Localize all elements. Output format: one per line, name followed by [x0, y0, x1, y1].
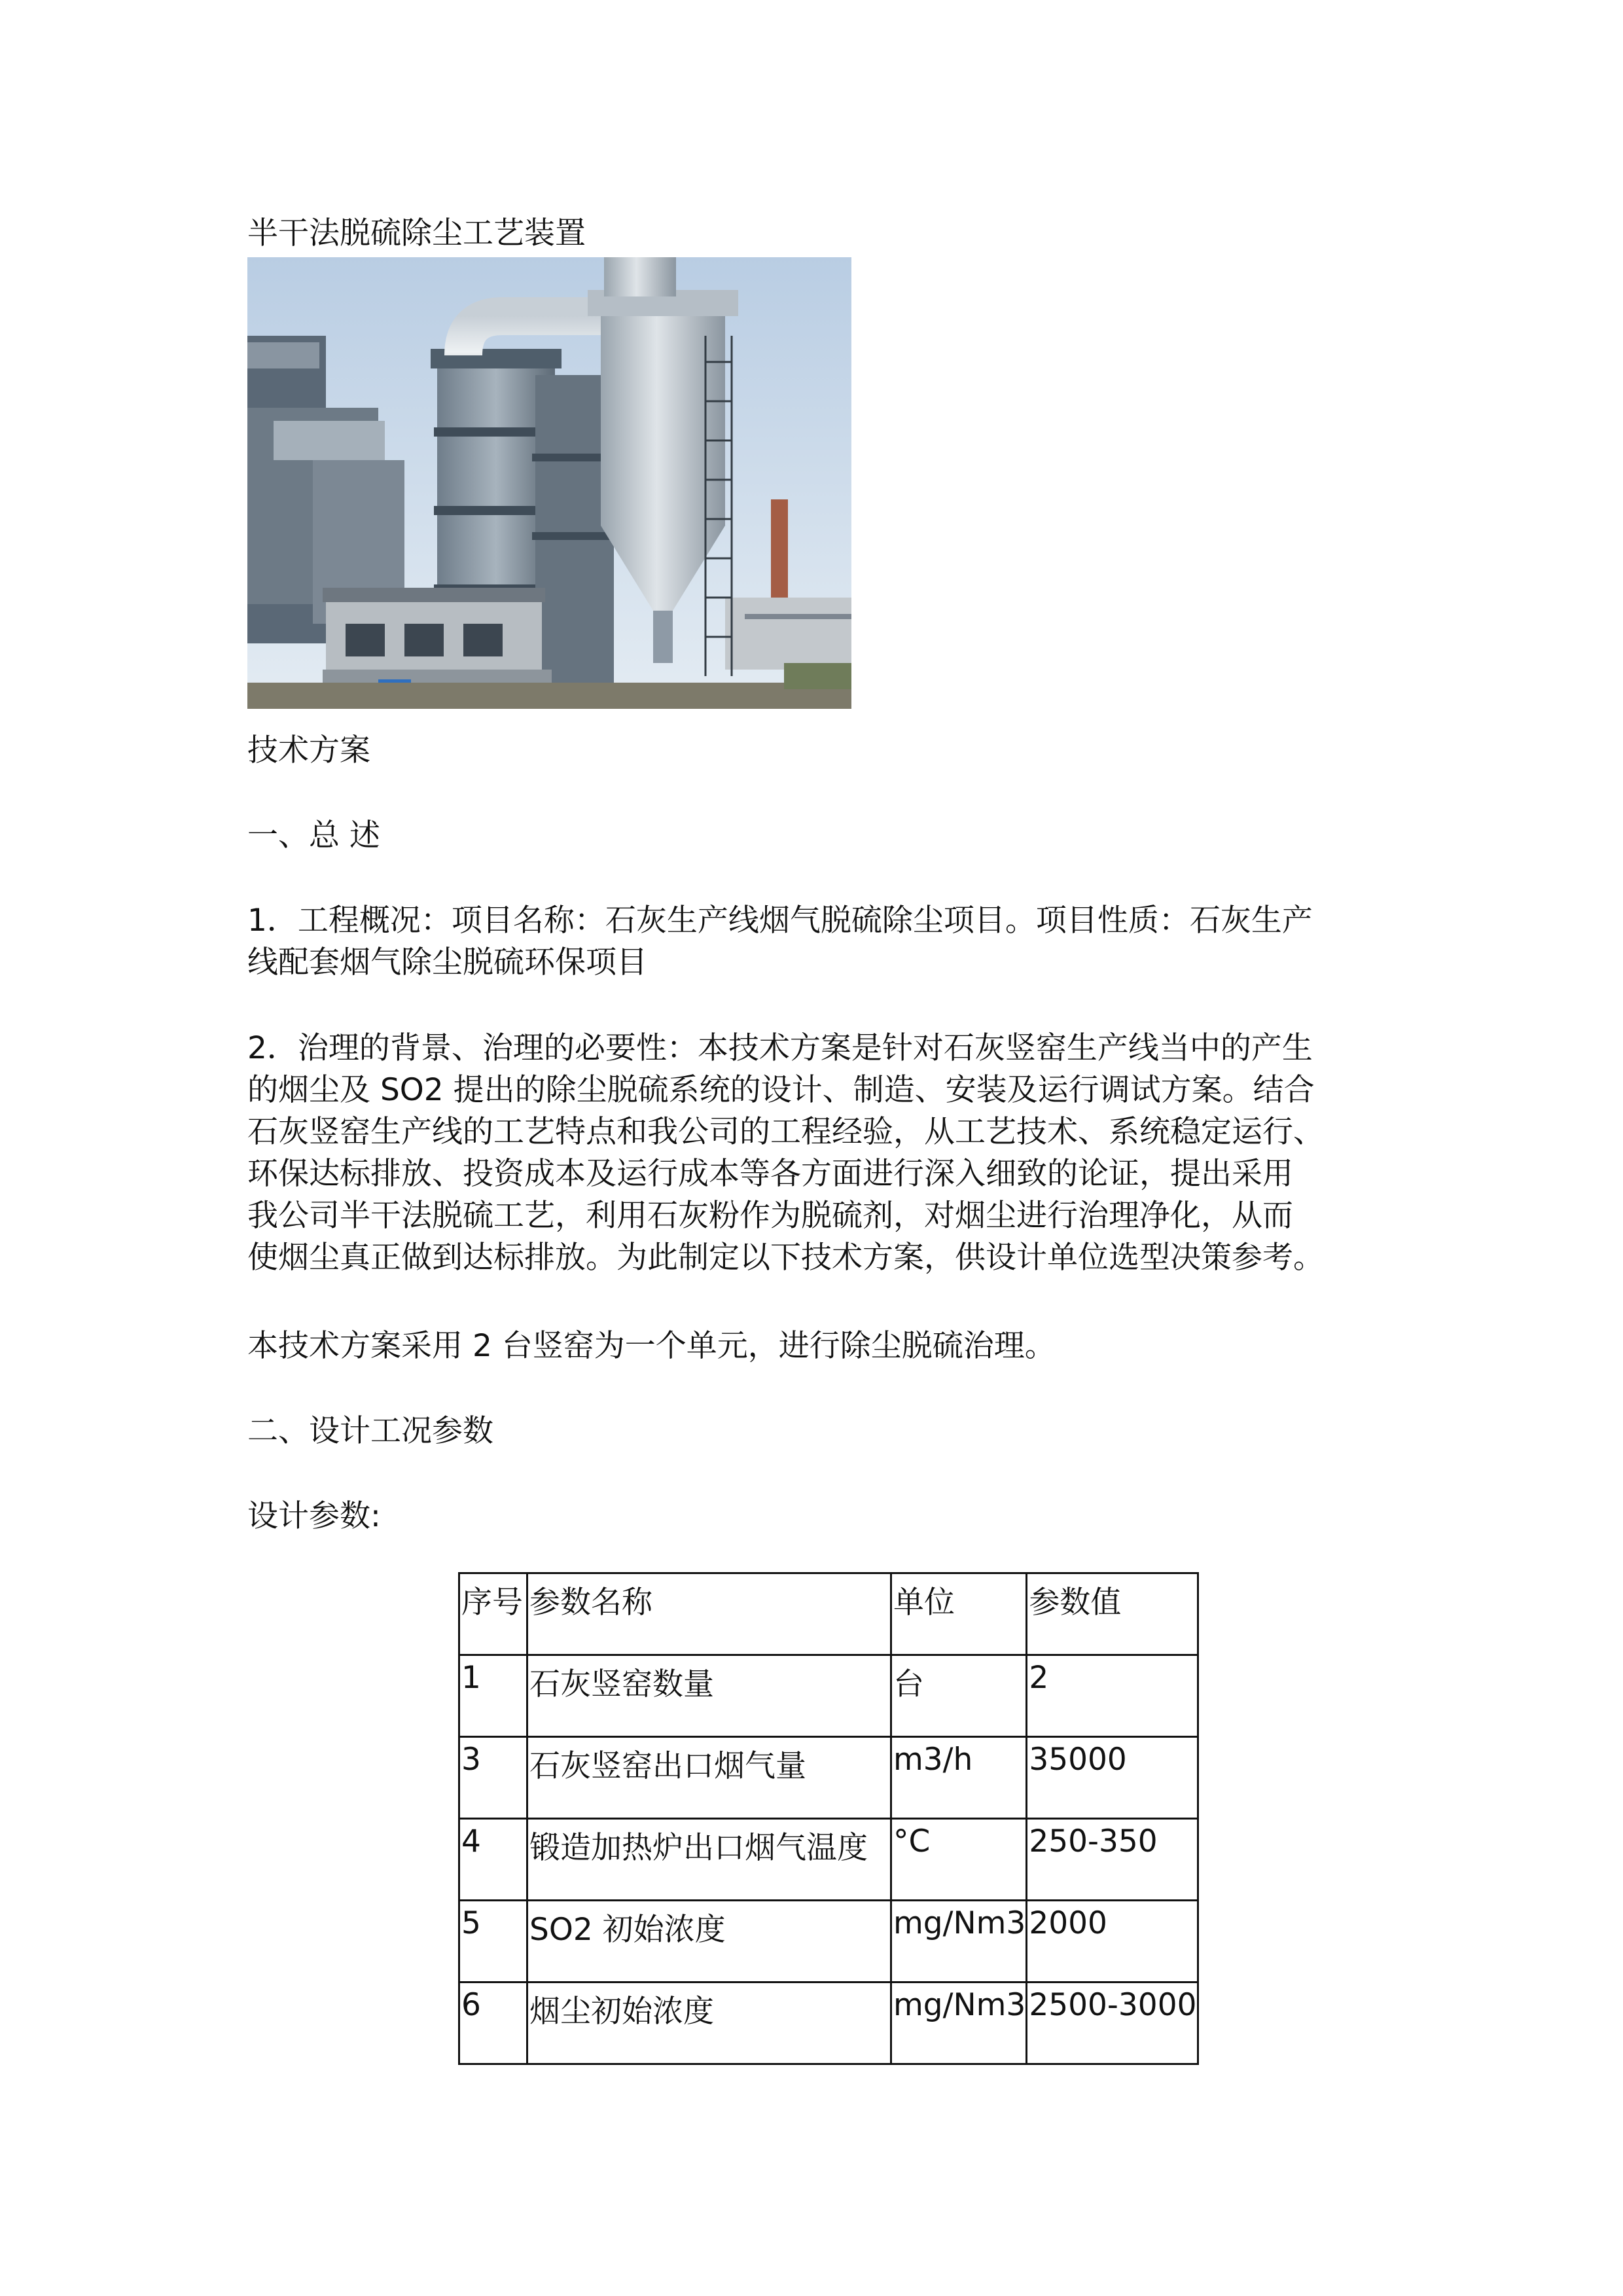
item2-paragraph — [247, 1028, 1399, 1279]
table-cell: 2500-3000 — [1027, 1982, 1198, 2064]
table-cell: 石灰竖窑出口烟气量 — [527, 1737, 891, 1819]
item2-line: 环保达标排放、投资成本及运行成本等各方面进行深入细致的论证，提出采用 — [247, 1156, 1293, 1192]
item2-line: 石灰竖窑生产线的工艺特点和我公司的工程经验，从工艺技术、系统稳定运行、 — [247, 1114, 1324, 1150]
table-cell: 6 — [459, 1982, 527, 2064]
table-cell: mg/Nm3 — [891, 1982, 1027, 2064]
item1-line: 1．工程概况：项目名称：石灰生产线烟气脱硫除尘项目。项目性质：石灰生产 — [247, 903, 1313, 939]
table-cell: SO2 初始浓度 — [527, 1901, 891, 1982]
item1-line: 线配套烟气除尘脱硫环保项目 — [247, 944, 647, 980]
header-cell: 参数值 — [1027, 1573, 1198, 1655]
plant-photo — [247, 257, 851, 709]
item2-line: 我公司半干法脱硫工艺，利用石灰粉作为脱硫剂，对烟尘进行治理净化，从而 — [247, 1198, 1293, 1234]
table-cell: °C — [891, 1819, 1027, 1901]
table-cell: 石灰竖窑数量 — [527, 1655, 891, 1737]
design-params-label: 设计参数: — [247, 1498, 381, 1534]
table-cell: 4 — [459, 1819, 527, 1901]
header-cell: 序号 — [459, 1573, 527, 1655]
table-cell: 2 — [1027, 1655, 1198, 1737]
section-tech-plan: 技术方案 — [247, 732, 370, 768]
design-params-table — [458, 1572, 1199, 2065]
header-cell: 单位 — [891, 1573, 1027, 1655]
table-cell: 锻造加热炉出口烟气温度 — [527, 1819, 891, 1901]
table-cell: 2000 — [1027, 1901, 1198, 1982]
table-row — [459, 1655, 1198, 1737]
table-cell: 台 — [891, 1655, 1027, 1737]
table-cell: 35000 — [1027, 1737, 1198, 1819]
item1-paragraph — [247, 900, 1399, 984]
table-cell: 烟尘初始浓度 — [527, 1982, 891, 2064]
header-cell: 参数名称 — [527, 1573, 891, 1655]
item2-line: 的烟尘及 SO2 提出的除尘脱硫系统的设计、制造、安装及运行调试方案。结合 — [247, 1072, 1315, 1108]
heading-overview: 一、总 述 — [247, 817, 380, 853]
heading-design-params: 二、设计工况参数 — [247, 1413, 493, 1449]
table-row — [459, 1819, 1198, 1901]
unit-note: 本技术方案采用 2 台竖窑为一个单元，进行除尘脱硫治理。 — [247, 1328, 1056, 1364]
table-cell: 250-350 — [1027, 1819, 1198, 1901]
table-cell: m3/h — [891, 1737, 1027, 1819]
document-title: 半干法脱硫除尘工艺装置 — [247, 215, 586, 251]
item2-line: 2．治理的背景、治理的必要性：本技术方案是针对石灰竖窑生产线当中的产生 — [247, 1030, 1313, 1066]
table-row — [459, 1737, 1198, 1819]
table-row — [459, 1901, 1198, 1982]
table-cell: 5 — [459, 1901, 527, 1982]
table-row — [459, 1982, 1198, 2064]
table-cell: 1 — [459, 1655, 527, 1737]
item2-line: 使烟尘真正做到达标排放。为此制定以下技术方案，供设计单位选型决策参考。 — [247, 1240, 1324, 1276]
table-cell: 3 — [459, 1737, 527, 1819]
table-cell: mg/Nm3 — [891, 1901, 1027, 1982]
table-header-row — [459, 1573, 1198, 1655]
